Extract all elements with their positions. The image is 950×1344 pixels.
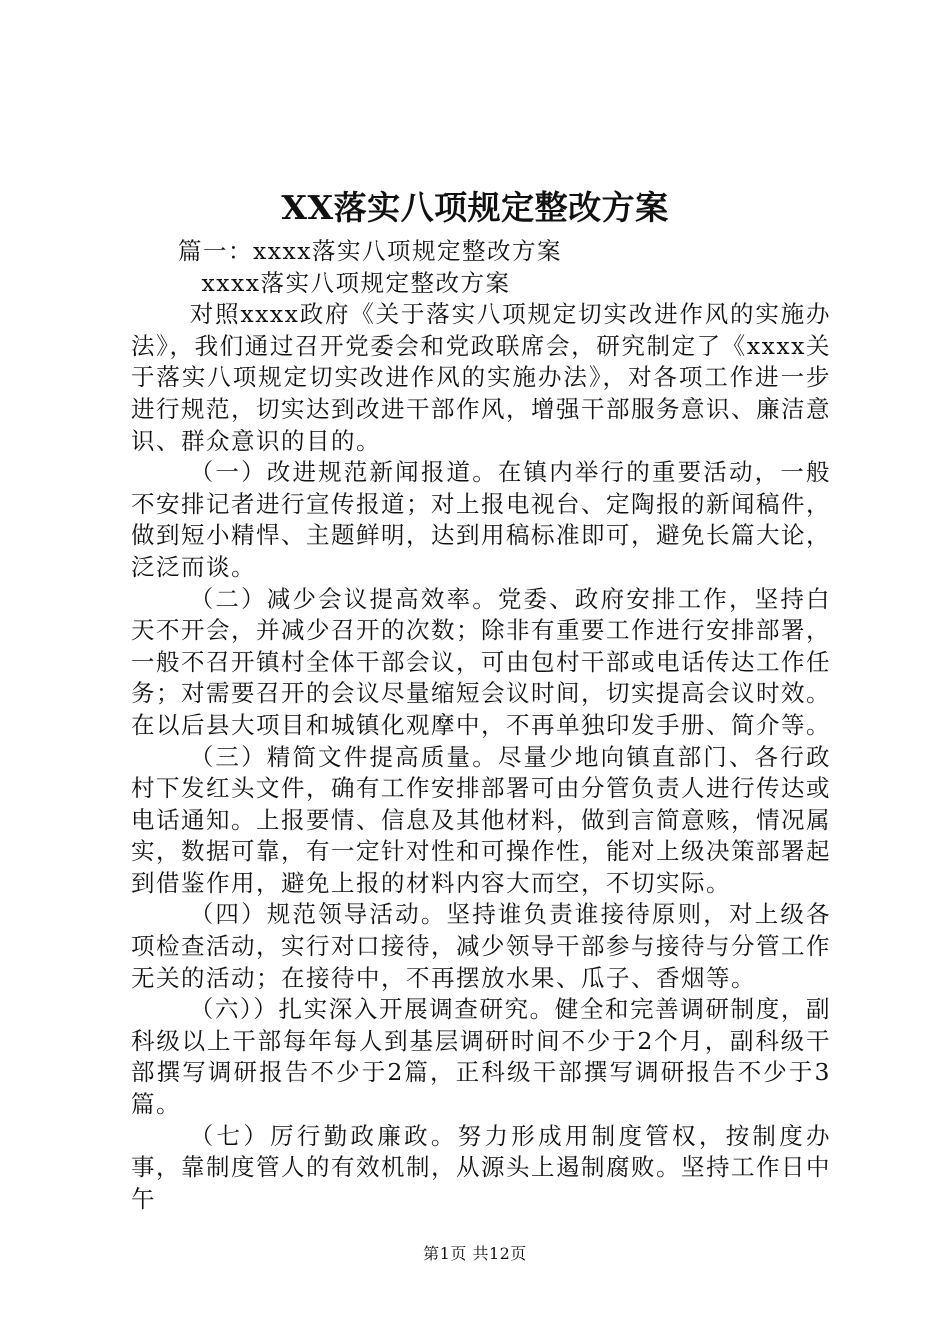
paragraph-item-4: （四）规范领导活动。坚持谁负责谁接待原则，对上级各项检查活动，实行对口接待，减少领导干部参与接待与分管工作无关的活动；在接待中，不再摆放水果、瓜子、香烟等。	[131, 900, 831, 992]
paragraph-item-6: （六））扎实深入开展调查研究。健全和完善调研制度，副科级以上干部每年每人到基层调研时间不少于2个月，副科级干部撰写调研报告不少于2篇，正科级干部撰写调研报告不少于3篇。	[131, 995, 831, 1119]
subtitle: xxxx落实八项规定整改方案	[201, 268, 511, 297]
paragraph-item-3: （三）精简文件提高质量。尽量少地向镇直部门、各行政村下发红头文件，确有工作安排部署可由分管负责人进行传达或电话通知。上报要情、信息及其他材料，做到言简意赅，情况属实，数据可靠，有一定针对性和可操作性，能对上级决策部署起到借鉴作用，避免上报的材料内容大而空，不切实际。	[131, 742, 831, 897]
document-body	[131, 236, 831, 1215]
paragraph-item-2: （二）减少会议提高效率。党委、政府安排工作，坚持白天不开会，并减少召开的次数；除非有重要工作进行安排部署，一般不召开镇村全体干部会议，可由包村干部或电话传达工作任务；对需要召开的会议尽量缩短会议时间，切实提高会议时效。在以后县大项目和城镇化观摩中，不再单独印发手册、简介等。	[131, 584, 831, 739]
page-footer: 第1页 共12页	[423, 1244, 527, 1263]
intro-paragraph: 对照xxxx政府《关于落实八项规定切实改进作风的实施办法》，我们通过召开党委会和党政联席会，研究制定了《xxxx关于落实八项规定切实改进作风的实施办法》，对各项工作进一步进行规范，切实达到改进干部作风，增强干部服务意识、廉洁意识、群众意识的目的。	[131, 300, 831, 455]
section-heading: 篇一：xxxx落实八项规定整改方案	[178, 237, 563, 265]
paragraph-item-7: （七）厉行勤政廉政。努力形成用制度管权，按制度办事，靠制度管人的有效机制，从源头上遏制腐败。坚持工作日中午	[131, 1121, 831, 1213]
paragraph-item-1: （一）改进规范新闻报道。在镇内举行的重要活动，一般不安排记者进行宣传报道；对上报电视台、定陶报的新闻稿件，做到短小精悍、主题鲜明，达到用稿标准即可，避免长篇大论，泛泛而谈。	[131, 458, 831, 581]
document-title: XX落实八项规定整改方案	[281, 188, 669, 227]
